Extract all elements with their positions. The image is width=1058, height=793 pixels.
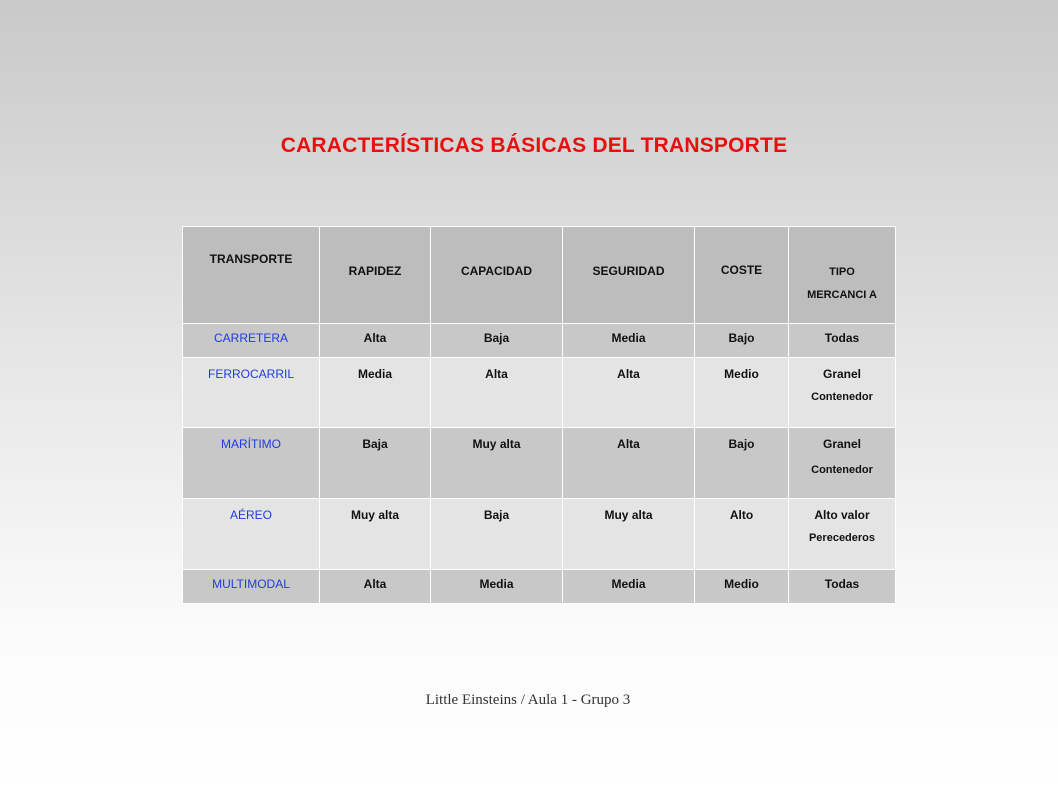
header-coste: COSTE <box>695 227 789 324</box>
table-header-row <box>183 227 896 324</box>
table-row <box>183 499 896 570</box>
rapidez-cell: Alta <box>320 324 431 358</box>
transport-table <box>182 226 896 604</box>
table-row <box>183 428 896 499</box>
seguridad-cell: Alta <box>563 428 695 499</box>
mode-cell: FERROCARRIL <box>183 358 320 428</box>
capacidad-cell: Baja <box>431 499 563 570</box>
tipo-cell: Granel Contenedor <box>789 358 896 428</box>
mode-cell: MARÍTIMO <box>183 428 320 499</box>
page-title: CARACTERÍSTICAS BÁSICAS DEL TRANSPORTE <box>280 134 788 157</box>
header-transporte: TRANSPORTE <box>183 227 320 324</box>
table-row <box>183 324 896 358</box>
coste-cell: Medio <box>695 358 789 428</box>
capacidad-cell: Baja <box>431 324 563 358</box>
seguridad-cell: Alta <box>563 358 695 428</box>
coste-cell: Bajo <box>695 428 789 499</box>
coste-cell: Bajo <box>695 324 789 358</box>
tipo-cell: Todas <box>789 324 896 358</box>
seguridad-cell: Media <box>563 570 695 604</box>
seguridad-cell: Muy alta <box>563 499 695 570</box>
capacidad-cell: Alta <box>431 358 563 428</box>
tipo-cell: Alto valor Perecederos <box>789 499 896 570</box>
coste-cell: Medio <box>695 570 789 604</box>
header-capacidad: CAPACIDAD <box>431 227 563 324</box>
table-row <box>183 358 896 428</box>
coste-cell: Alto <box>695 499 789 570</box>
mode-cell: MULTIMODAL <box>183 570 320 604</box>
rapidez-cell: Alta <box>320 570 431 604</box>
capacidad-cell: Media <box>431 570 563 604</box>
mode-cell: AÉREO <box>183 499 320 570</box>
tipo-cell: Granel Contenedor <box>789 428 896 499</box>
rapidez-cell: Muy alta <box>320 499 431 570</box>
capacidad-cell: Muy alta <box>431 428 563 499</box>
mode-cell: CARRETERA <box>183 324 320 358</box>
tipo-cell: Todas <box>789 570 896 604</box>
footer-caption: Little Einsteins / Aula 1 - Grupo 3 <box>425 692 631 708</box>
rapidez-cell: Media <box>320 358 431 428</box>
table-row <box>183 570 896 604</box>
header-rapidez: RAPIDEZ <box>320 227 431 324</box>
rapidez-cell: Baja <box>320 428 431 499</box>
header-tipo-mercancia: TIPO MERCANCI A <box>789 227 896 324</box>
header-seguridad: SEGURIDAD <box>563 227 695 324</box>
seguridad-cell: Media <box>563 324 695 358</box>
